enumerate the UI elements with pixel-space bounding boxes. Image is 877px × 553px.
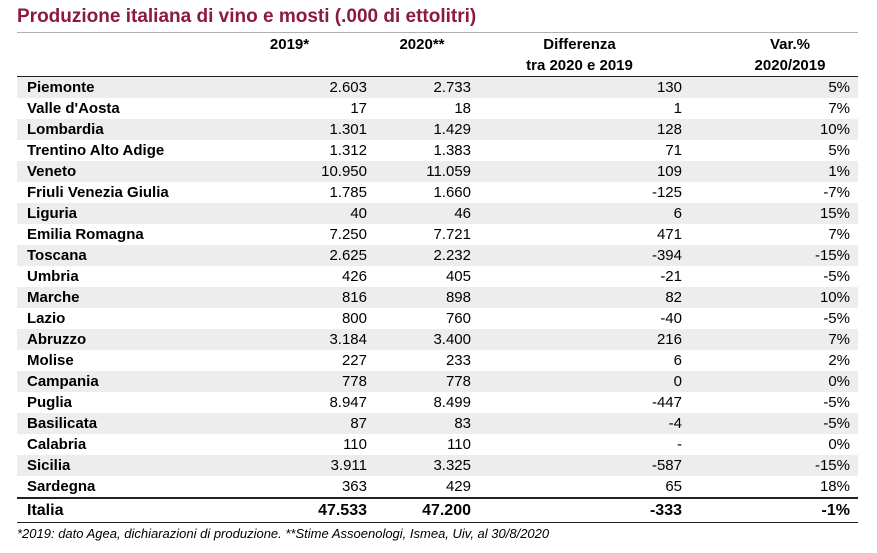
table-row [17, 245, 858, 266]
row-value-2020: 2.232 [433, 247, 471, 264]
row-difference: 471 [656, 226, 682, 243]
total-2019: 47.533 [318, 502, 367, 519]
row-value-2019: 800 [341, 310, 367, 327]
total-region: Italia [27, 502, 64, 519]
header-region [17, 34, 212, 77]
row-value-2019: 363 [341, 478, 367, 495]
row-value-2019: 1.301 [329, 121, 367, 138]
row-difference: -394 [651, 247, 682, 264]
row-difference: - [677, 436, 682, 453]
table-row [17, 392, 858, 413]
row-region: Veneto [27, 163, 77, 180]
row-value-2019: 778 [341, 373, 367, 390]
row-value-2020: 110 [447, 436, 471, 453]
row-region: Toscana [27, 247, 87, 264]
row-variation: 7% [828, 226, 850, 243]
row-difference: 71 [665, 142, 682, 159]
total-2020: 47.200 [422, 502, 471, 519]
table-title: Produzione italiana di vino e mosti (.000 di ettolitri) [17, 6, 477, 27]
table-row [17, 77, 858, 99]
row-difference: 0 [673, 373, 682, 390]
table-row [17, 140, 858, 161]
table-row [17, 161, 858, 182]
row-value-2020: 2.733 [433, 79, 471, 96]
row-value-2019: 1.312 [329, 142, 367, 159]
footnote: *2019: dato Agea, dichiarazioni di produzione. **Stime Assoenologi, Ismea, Uiv, al 30/8/2020 [17, 526, 550, 541]
row-region: Calabria [27, 436, 87, 453]
table-row [17, 455, 858, 476]
row-difference: -4 [668, 415, 682, 432]
row-value-2020: 1.660 [433, 184, 471, 201]
row-value-2019: 1.785 [329, 184, 367, 201]
row-variation: 1% [828, 163, 850, 180]
row-value-2019: 40 [350, 205, 367, 222]
header-2020 [367, 34, 477, 77]
row-value-2020: 233 [445, 352, 471, 369]
table-row [17, 182, 858, 203]
row-region: Sicilia [27, 457, 71, 474]
row-variation: 15% [819, 205, 850, 222]
row-value-2020: 1.383 [433, 142, 471, 159]
row-value-2020: 46 [454, 205, 471, 222]
row-region: Basilicata [27, 415, 98, 432]
header-diff [477, 34, 682, 77]
row-difference: 82 [665, 289, 682, 306]
row-value-2019: 2.625 [329, 247, 367, 264]
row-variation: -5% [823, 415, 850, 432]
row-variation: 10% [819, 121, 850, 138]
row-region: Lazio [27, 310, 66, 327]
row-value-2020: 429 [445, 478, 471, 495]
row-value-2020: 405 [445, 268, 471, 285]
row-region: Friuli Venezia Giulia [27, 184, 169, 201]
row-value-2020: 3.400 [433, 331, 471, 348]
row-variation: 2% [828, 352, 850, 369]
table-row [17, 329, 858, 350]
row-value-2019: 227 [341, 352, 367, 369]
row-region: Marche [27, 289, 80, 306]
header-2019 [212, 34, 367, 77]
table-row [17, 413, 858, 434]
row-value-2019: 2.603 [329, 79, 367, 96]
row-variation: -5% [823, 394, 850, 411]
row-variation: 7% [828, 331, 850, 348]
row-difference: 130 [656, 79, 682, 96]
header-diff-line1: Differenza [543, 36, 616, 53]
row-value-2020: 3.325 [433, 457, 471, 474]
table-row [17, 119, 858, 140]
table-body [17, 77, 858, 499]
row-value-2020: 8.499 [433, 394, 471, 411]
row-region: Liguria [27, 205, 78, 222]
row-difference: 128 [656, 121, 682, 138]
row-value-2019: 17 [350, 100, 367, 117]
row-difference: 6 [673, 205, 682, 222]
row-value-2020: 1.429 [433, 121, 471, 138]
row-value-2019: 8.947 [329, 394, 367, 411]
table-row [17, 98, 858, 119]
row-value-2020: 898 [445, 289, 471, 306]
row-variation: 10% [819, 289, 850, 306]
row-difference: 109 [656, 163, 682, 180]
row-region: Piemonte [27, 79, 95, 96]
row-region: Trentino Alto Adige [27, 142, 165, 159]
row-value-2020: 778 [445, 373, 471, 390]
row-value-2019: 816 [341, 289, 367, 306]
row-value-2020: 760 [445, 310, 471, 327]
table-row [17, 287, 858, 308]
row-region: Umbria [27, 268, 79, 285]
row-region: Puglia [27, 394, 73, 411]
row-variation: 5% [828, 79, 850, 96]
table-row [17, 203, 858, 224]
row-value-2019: 3.184 [329, 331, 367, 348]
table-row [17, 308, 858, 329]
row-value-2019: 3.911 [330, 457, 367, 474]
row-region: Lombardia [27, 121, 104, 138]
total-row [17, 498, 858, 523]
row-variation: 18% [819, 478, 850, 495]
row-value-2020: 7.721 [433, 226, 471, 243]
row-value-2019: 110 [343, 436, 367, 453]
table-row [17, 476, 858, 498]
header-diff-line2: tra 2020 e 2019 [526, 57, 633, 74]
row-region: Abruzzo [27, 331, 87, 348]
row-value-2019: 87 [350, 415, 367, 432]
header-var-line1: Var.% [769, 36, 811, 53]
row-value-2019: 426 [341, 268, 367, 285]
row-variation: -15% [814, 247, 850, 264]
row-variation: -7% [823, 184, 850, 201]
row-variation: 0% [828, 436, 850, 453]
header-row [17, 34, 858, 77]
row-variation: -15% [814, 457, 850, 474]
row-difference: 6 [673, 352, 682, 369]
header-2019-label: 2019* [269, 36, 310, 53]
row-region: Emilia Romagna [27, 226, 144, 243]
wine-production-table [17, 34, 858, 523]
total-var: -1% [821, 502, 850, 519]
row-variation: 0% [828, 373, 850, 390]
row-region: Molise [27, 352, 74, 369]
row-value-2019: 7.250 [329, 226, 367, 243]
row-value-2020: 18 [454, 100, 471, 117]
row-region: Campania [27, 373, 99, 390]
row-value-2020: 83 [454, 415, 471, 432]
row-difference: -587 [651, 457, 682, 474]
row-difference: 1 [673, 100, 682, 117]
row-region: Valle d'Aosta [27, 100, 120, 117]
table-row [17, 350, 858, 371]
row-variation: -5% [823, 268, 850, 285]
table-row [17, 266, 858, 287]
row-difference: 65 [665, 478, 682, 495]
total-diff: -333 [649, 502, 682, 519]
header-2020-label: 2020** [399, 36, 445, 53]
header-var-line2: 2020/2019 [754, 57, 826, 74]
title-divider [17, 32, 858, 33]
row-difference: -21 [660, 268, 682, 285]
header-var [682, 34, 858, 77]
row-difference: -447 [651, 394, 682, 411]
row-value-2019: 10.950 [321, 163, 367, 180]
row-value-2020: 11.059 [426, 163, 471, 180]
row-difference: -125 [651, 184, 682, 201]
row-difference: -40 [660, 310, 682, 327]
row-region: Sardegna [27, 478, 96, 495]
row-difference: 216 [656, 331, 682, 348]
table-row [17, 434, 858, 455]
table-row [17, 371, 858, 392]
row-variation: -5% [823, 310, 850, 327]
row-variation: 5% [828, 142, 850, 159]
row-variation: 7% [828, 100, 850, 117]
table-row [17, 224, 858, 245]
